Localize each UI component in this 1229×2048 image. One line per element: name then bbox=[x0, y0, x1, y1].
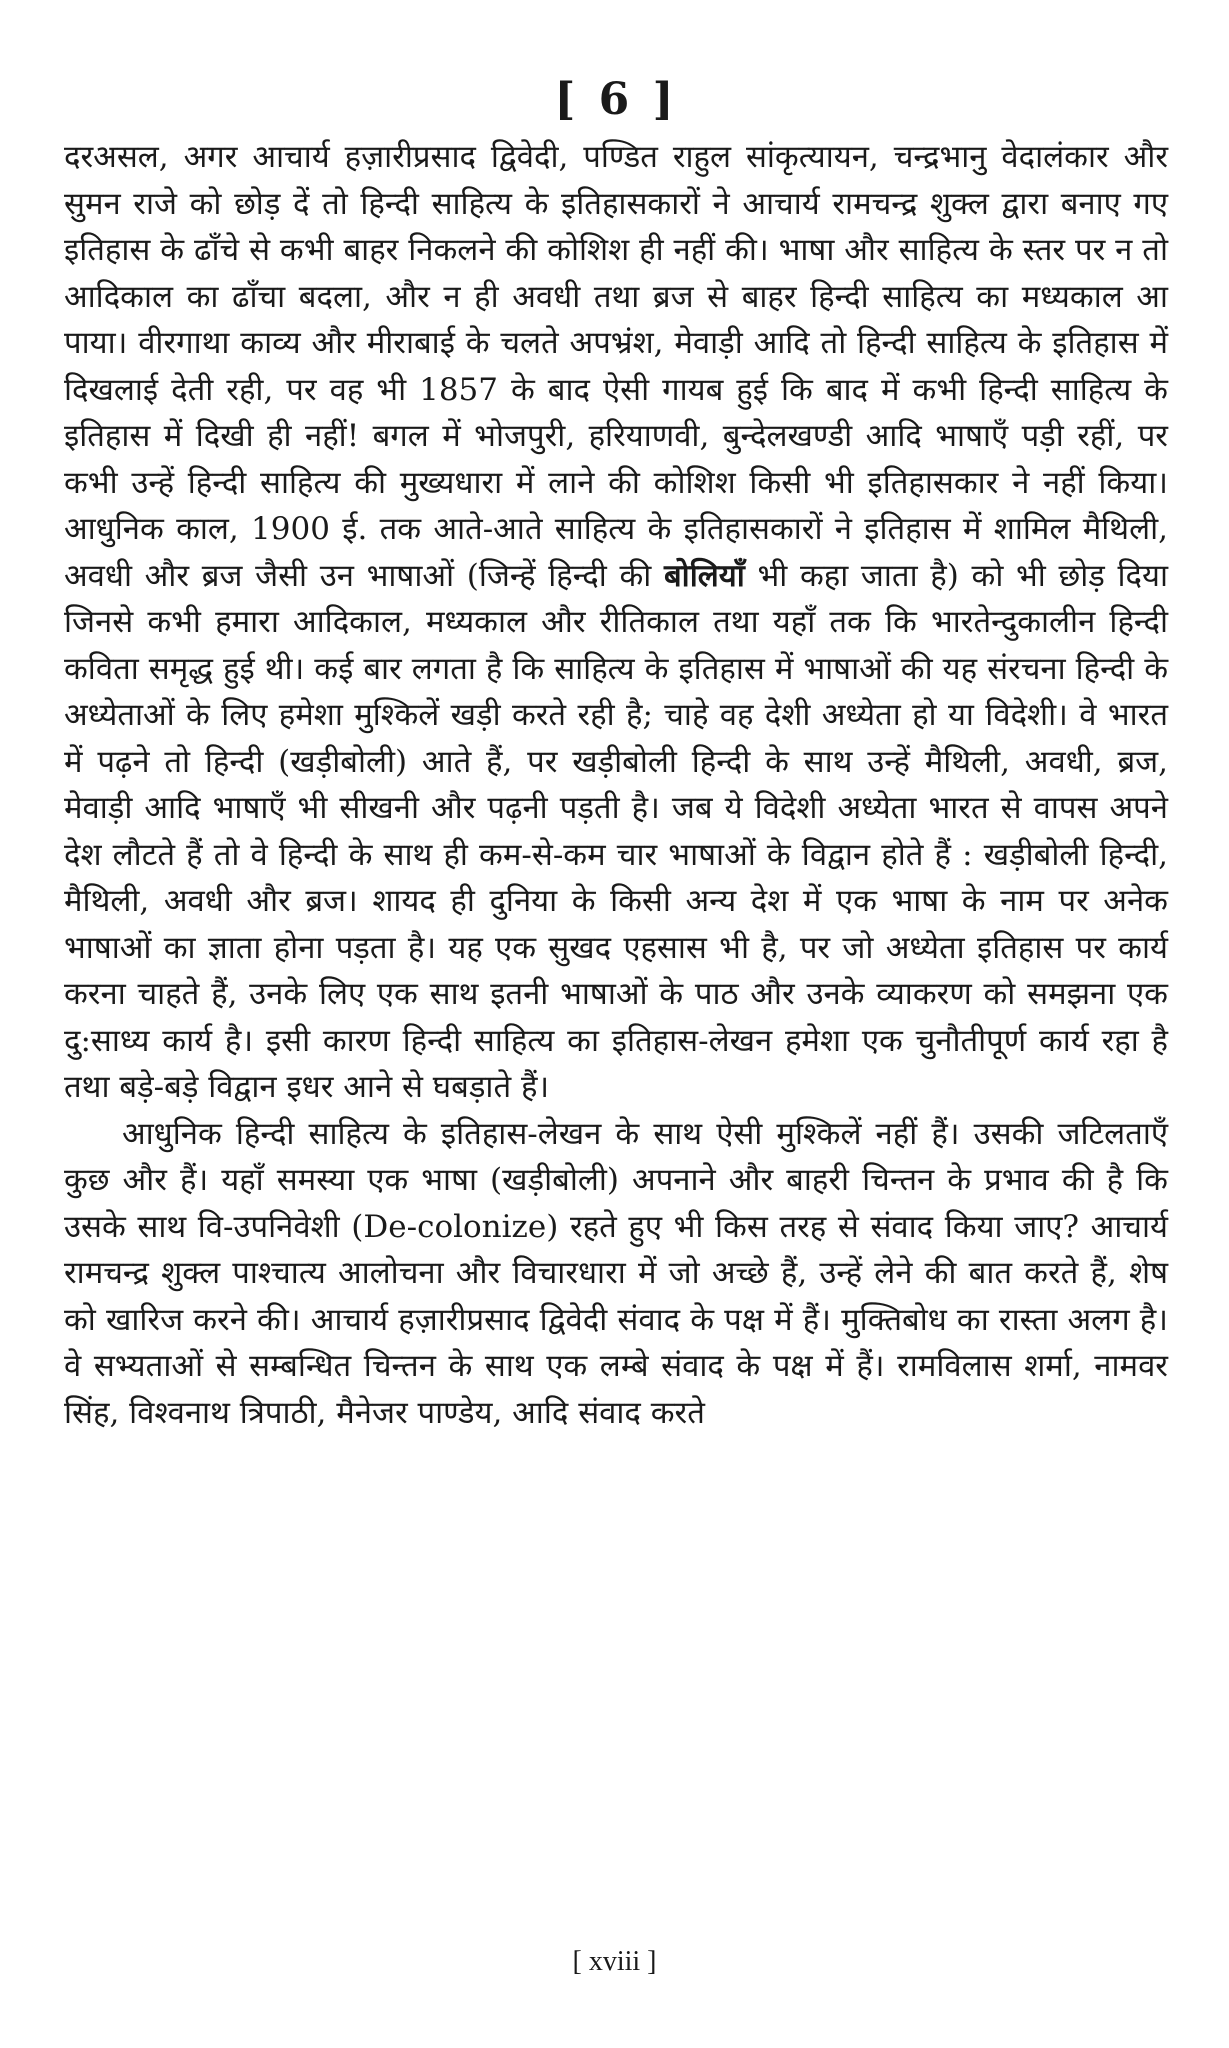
paragraph-2: आधुनिक हिन्दी साहित्य के इतिहास-लेखन के साथ ऐसी मुश्किलें नहीं हैं। उसकी जटिलताएँ कुछ और हैं। यहाँ समस्या एक भाषा (खड़ीबोली) अपनाने और बाहरी चिन्तन के प्रभाव की है कि उसके साथ वि-उपनिवेशी (De-colonize) रहते हुए भी किस तरह से संवाद किया जाए? आचार्य रामचन्द्र शुक्ल पाश्चात्य आलोचना और विचारधारा में जो अच्छे हैं, उन्हें लेने की बात करते हैं, शेष को खारिज करने की। आचार्य हज़ारीप्रसाद द्विवेदी संवाद के पक्ष में हैं। मुक्तिबोध का रास्ता अलग है। वे सभ्यताओं से सम्बन्धित चिन्तन के साथ एक लम्बे संवाद के पक्ष में हैं। रामविलास शर्मा, नामवर सिंह, विश्वनाथ त्रिपाठी, मैनेजर पाण्डेय, आदि संवाद करते bbox=[64, 1115, 1168, 1431]
section-number: [ 6 ] bbox=[554, 74, 678, 125]
paragraph-1-text-end: भी कहा जाता है) को भी छोड़ दिया जिनसे कभी हमारा आदिकाल, मध्यकाल और रीतिकाल तथा यहाँ तक कि भारतेन्दुकालीन हिन्दी कविता समृद्ध हुई थी। कई बार लगता है कि साहित्य के इतिहास में भाषाओं की यह संरचना हिन्दी के अध्येताओं के लिए हमेशा मुश्किलें खड़ी करते रही है; चाहे वह देशी अध्येता हो या विदेशी। वे भारत में पढ़ने तो हिन्दी (खड़ीबोली) आते हैं, पर खड़ीबोली हिन्दी के साथ उन्हें मैथिली, अवधी, ब्रज, मेवाड़ी आदि भाषाएँ भी सीखनी और पढ़नी पड़ती है। जब ये विदेशी अध्येता भारत से वापस अपने देश लौटते हैं तो वे हिन्दी के साथ ही कम-से-कम चार भाषाओं के विद्वान होते हैं : खड़ीबोली हिन्दी, मैथिली, अवधी और ब्रज। शायद ही दुनिया के किसी अन्य देश में एक भाषा के नाम पर अनेक भाषाओं का ज्ञाता होना पड़ता है। यह एक सुखद एहसास भी है, पर जो अध्येता इतिहास पर कार्य करना चाहते हैं, उनके लिए एक साथ इतनी भाषाओं के पाठ और उनके व्याकरण को समझना एक दु:साध्य कार्य है। इसी कारण हिन्दी साहित्य का इतिहास-लेखन हमेशा एक चुनौतीपूर्ण कार्य रहा है तथा बड़े-बड़े विद्वान इधर आने से घबड़ाते हैं। bbox=[64, 557, 1169, 1105]
body-text bbox=[64, 134, 1168, 1436]
paragraph-1-text-start: दरअसल, अगर आचार्य हज़ारीप्रसाद द्विवेदी, पण्डित राहुल सांकृत्यायन, चन्द्रभानु वेदालंकार और सुमन राजे को छोड़ दें तो हिन्दी साहित्य के इतिहासकारों ने आचार्य रामचन्द्र शुक्ल द्वारा बनाए गए इतिहास के ढाँचे से कभी बाहर निकलने की कोशिश ही नहीं की। भाषा और साहित्य के स्तर पर न तो आदिकाल का ढाँचा बदला, और न ही अवधी तथा ब्रज से बाहर हिन्दी साहित्य का मध्यकाल आ पाया। वीरगाथा काव्य और मीराबाई के चलते अपभ्रंश, मेवाड़ी आदि तो हिन्दी साहित्य के इतिहास में दिखलाई देती रही, पर वह भी 1857 के बाद ऐसी गायब हुई कि बाद में कभी हिन्दी साहित्य के इतिहास में दिखी ही नहीं! बगल में भोजपुरी, हरियाणवी, बुन्देलखण्डी आदि भाषाएँ पड़ी रहीं, पर कभी उन्हें हिन्दी साहित्य की मुख्यधारा में लाने की कोशिश किसी भी इतिहासकार ने नहीं किया। आधुनिक काल, 1900 ई. तक आते-आते साहित्य के इतिहासकारों ने इतिहास में शामिल मैथिली, अवधी और ब्रज जैसी उन भाषाओं (जिन्हें हिन्दी की bbox=[64, 139, 1168, 594]
book-page bbox=[64, 70, 1168, 2030]
paragraph-1 bbox=[64, 134, 1168, 1111]
bold-term-boliyan: बोलियाँ bbox=[663, 557, 745, 594]
page-folio: [ xviii ] bbox=[572, 1946, 657, 1977]
